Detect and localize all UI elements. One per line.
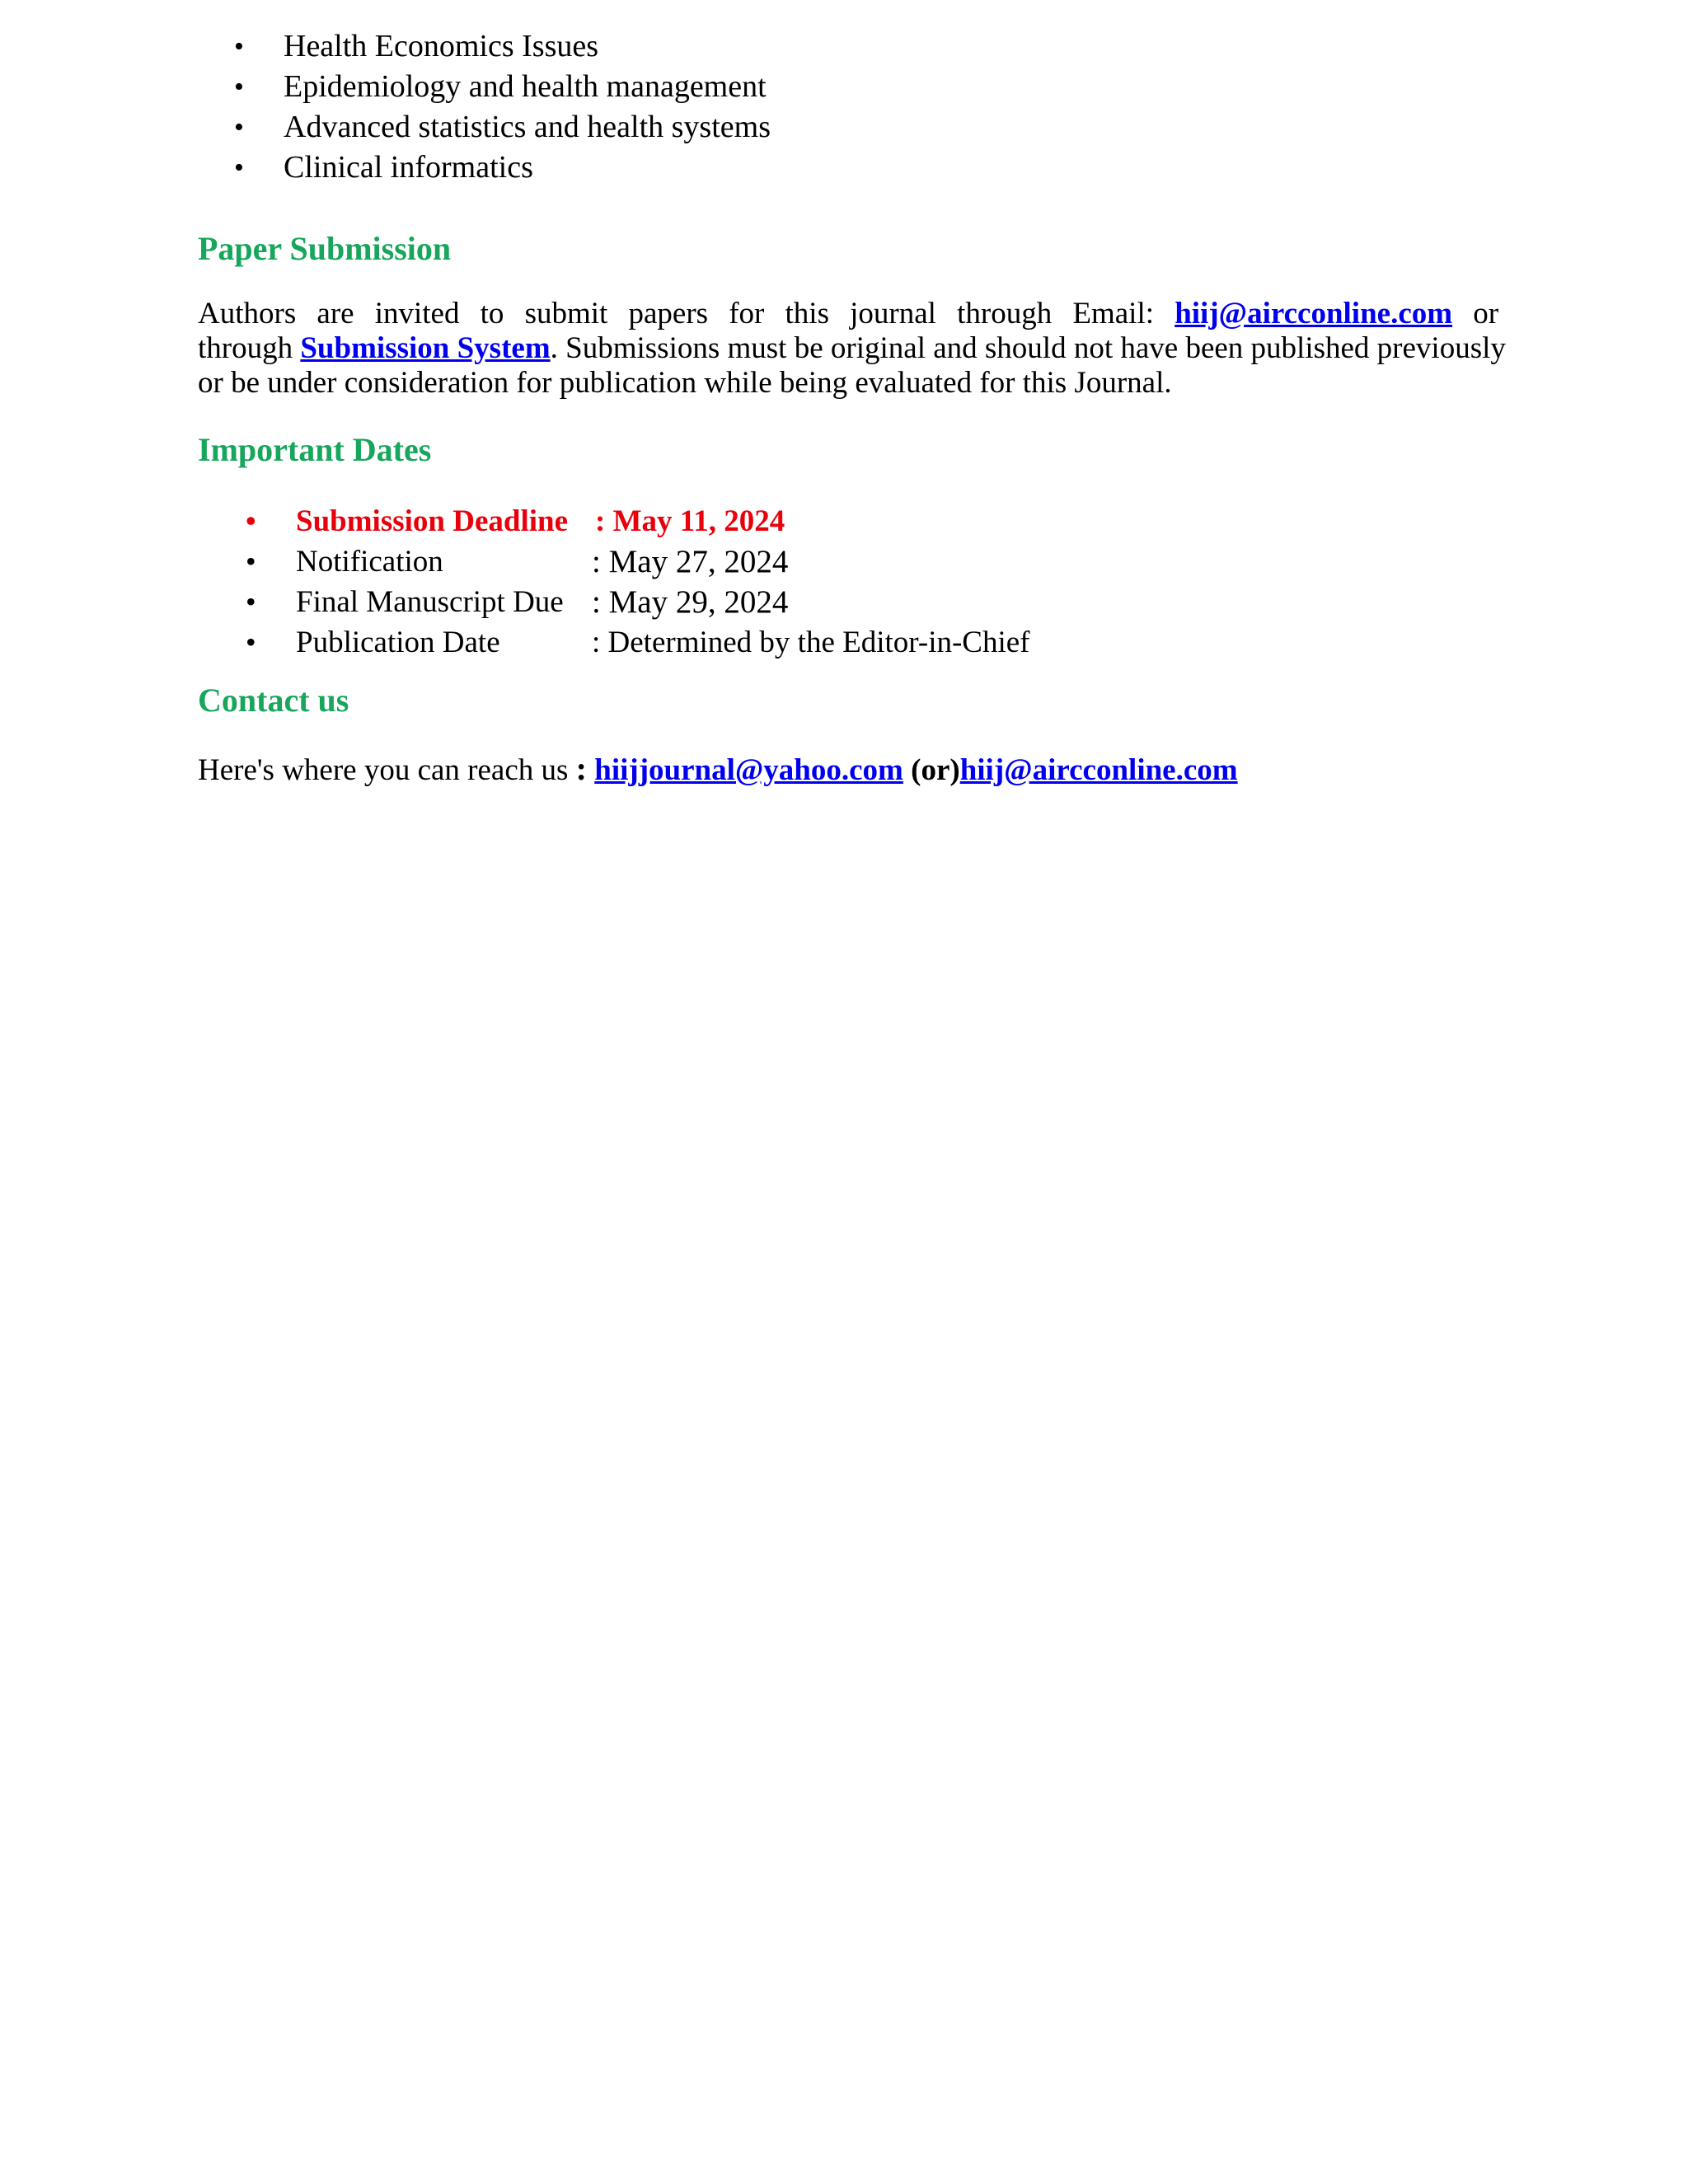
topic-list <box>198 26 771 188</box>
word: journal <box>850 297 936 330</box>
topic-text: Clinical informatics <box>284 150 533 185</box>
paper-submission-heading: Paper Submission <box>198 230 452 267</box>
word: Authors <box>198 297 297 330</box>
bullet-icon: • <box>234 72 244 102</box>
list-item <box>198 67 771 107</box>
yahoo-email-link[interactable]: hiijjournal@yahoo.com <box>594 753 903 787</box>
topic-text: Health Economics Issues <box>284 29 599 63</box>
airc-email-link[interactable]: hiij@aircconline.com <box>959 753 1238 787</box>
word: to <box>480 297 504 330</box>
word: this <box>785 297 829 330</box>
date-value: : May 29, 2024 <box>592 584 789 620</box>
date-label: Submission Deadline <box>296 504 569 538</box>
bullet-icon: • <box>246 585 256 618</box>
list-item <box>198 107 771 148</box>
paragraph-line-1 <box>198 297 1498 331</box>
bullet-icon: • <box>234 152 244 183</box>
date-value: : Determined by the Editor-in-Chief <box>592 626 1030 659</box>
bullet-icon: • <box>246 626 256 658</box>
paragraph-line-3: or be under consideration for publication while being evaluated for this Journal. <box>198 366 1172 400</box>
word: through <box>198 331 293 365</box>
date-label: Final Manuscript Due <box>296 585 564 619</box>
bullet-icon: • <box>234 31 244 62</box>
bullet-icon: • <box>246 545 256 578</box>
date-label: Publication Date <box>296 626 500 659</box>
date-value: : May 11, 2024 <box>595 504 785 538</box>
contact-line <box>198 748 1238 791</box>
word: for <box>729 297 765 330</box>
or-text: (or) <box>911 753 960 787</box>
word: submit <box>524 297 608 330</box>
list-item <box>198 148 771 188</box>
paper-submission-paragraph <box>198 297 1506 401</box>
bullet-icon: • <box>246 504 256 537</box>
word: through Email: <box>957 297 1155 330</box>
submission-system-link[interactable]: Submission System <box>300 331 551 365</box>
paragraph-line-2 <box>198 331 1506 366</box>
topic-text: Epidemiology and health management <box>284 69 767 104</box>
word: or <box>1473 297 1499 330</box>
paragraph-text: . Submissions must be original and should not have been published previously <box>550 331 1506 365</box>
contact-heading: Contact us <box>198 682 349 719</box>
list-item <box>198 26 771 67</box>
date-value: : May 27, 2024 <box>592 544 789 579</box>
topic-text: Advanced statistics and health systems <box>284 110 771 144</box>
important-dates-heading: Important Dates <box>198 431 432 468</box>
date-label: Notification <box>296 545 443 579</box>
contact-intro: Here's where you can reach us <box>198 753 569 787</box>
word: papers <box>628 297 709 330</box>
contact-colon: : <box>575 750 587 787</box>
word: are <box>316 297 354 330</box>
bullet-icon: • <box>234 112 244 143</box>
word: invited <box>374 297 460 330</box>
email-link[interactable]: hiij@aircconline.com <box>1175 297 1453 330</box>
